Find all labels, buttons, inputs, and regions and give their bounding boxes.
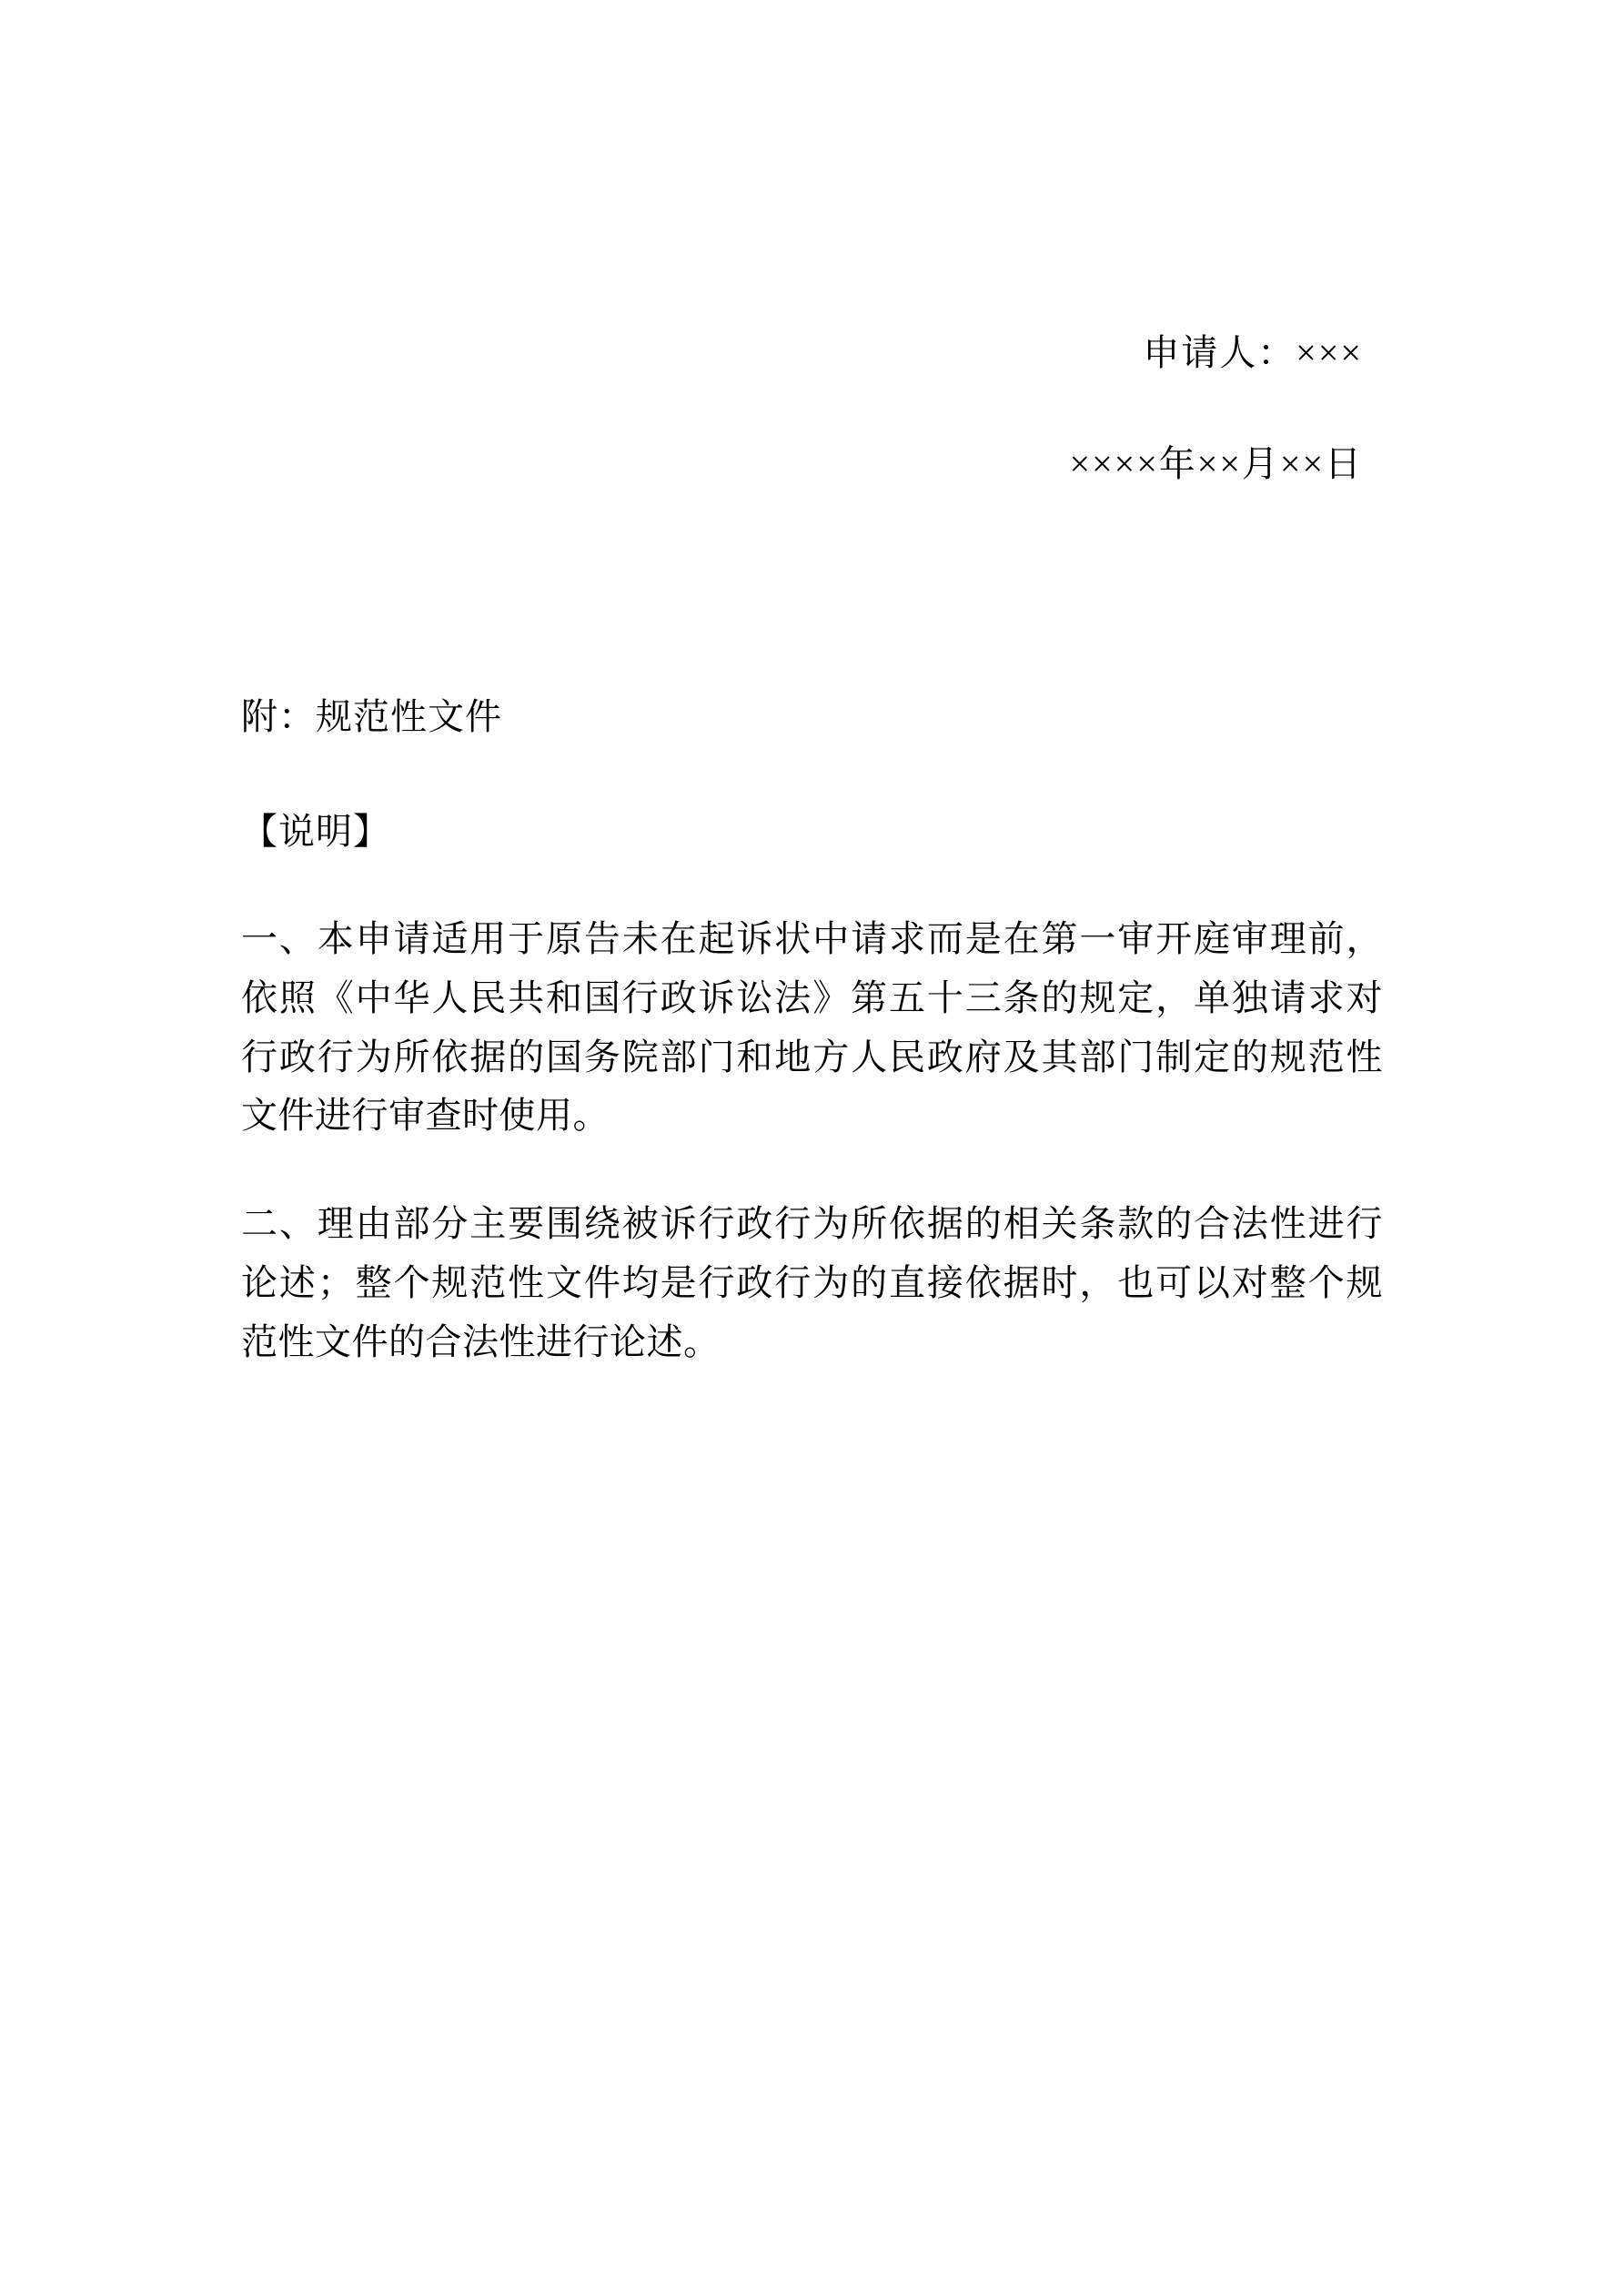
signature-date-line: ××××年××月××日 bbox=[1069, 443, 1363, 484]
document-body bbox=[241, 0, 1383, 1372]
applicant-signature-line: 申请人：××× bbox=[1143, 332, 1363, 373]
note-paragraph-2: 二、理由部分主要围绕被诉行政行为所依据的相关条款的合法性进行论述；整个规范性文件均是行政行为的直接依据时，也可以对整个规范性文件的合法性进行论述。 bbox=[241, 1203, 1383, 1362]
signature-block bbox=[241, 328, 1383, 490]
note-heading: 【说明】 bbox=[241, 811, 390, 852]
note-paragraph-1: 一、本申请适用于原告未在起诉状中请求而是在第一审开庭审理前，依照《中华人民共和国行政诉讼法》第五十三条的规定，单独请求对行政行为所依据的国务院部门和地方人民政府及其部门制定的规范性文件进行审查时使用。 bbox=[241, 918, 1383, 1137]
attachment-label: 附：规范性文件 bbox=[241, 696, 502, 737]
